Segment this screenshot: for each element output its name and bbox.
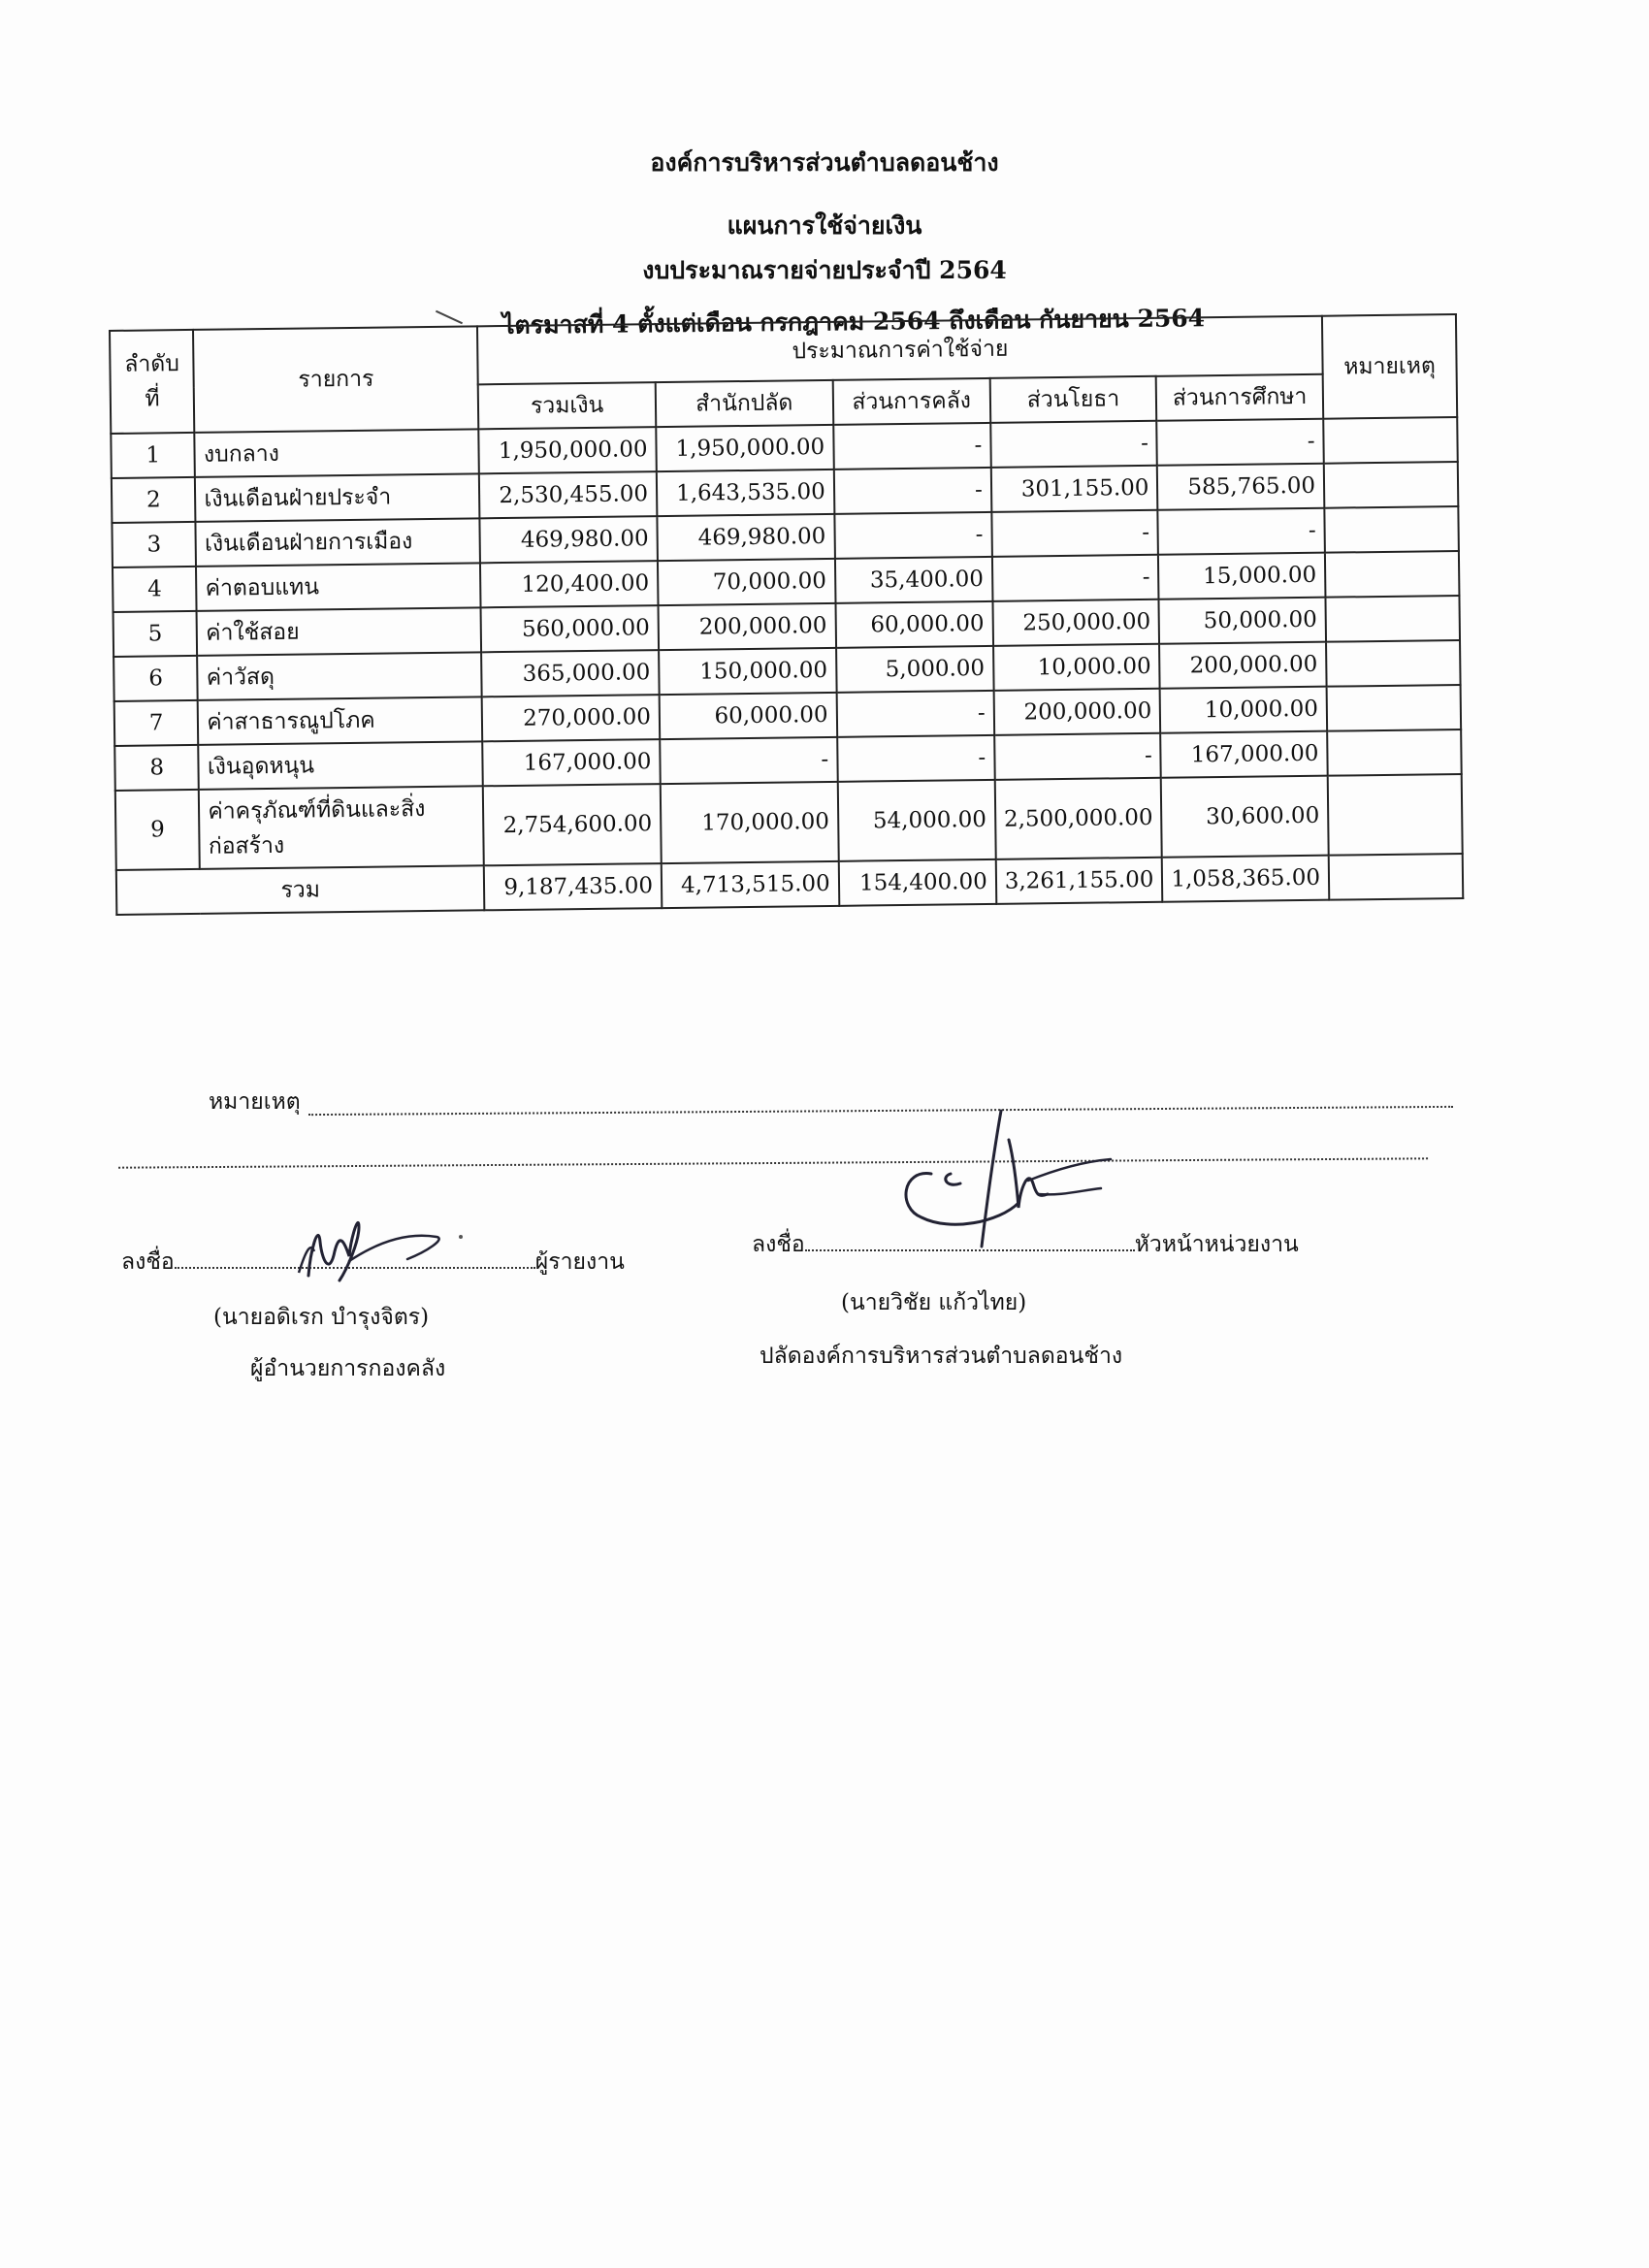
cell-finance: 35,400.00	[835, 557, 993, 603]
cell-note	[1325, 551, 1460, 598]
cell-total: 167,000.00	[482, 739, 660, 786]
cell-office: 469,980.00	[657, 514, 834, 561]
cell-education: 15,000.00	[1158, 553, 1325, 599]
left-handwritten-signature	[291, 1183, 485, 1300]
cell-works: -	[994, 733, 1161, 780]
cell-total: 2,754,600.00	[483, 784, 662, 865]
header-finance: ส่วนการคลัง	[832, 378, 990, 425]
cell-works: 2,500,000.00	[994, 778, 1162, 859]
cell-item: เงินเดือนฝ่ายประจำ	[195, 473, 479, 522]
cell-no: 4	[113, 567, 197, 612]
budget-year-title: งบประมาณรายจ่ายประจำปี 2564	[642, 256, 1007, 284]
cell-works: 250,000.00	[992, 599, 1159, 646]
header-education: ส่วนการศึกษา	[1156, 374, 1323, 421]
cell-note	[1327, 729, 1462, 776]
cell-works: -	[990, 421, 1157, 468]
cell-no: 3	[112, 522, 196, 567]
cell-item: ค่าใช้สอย	[197, 607, 481, 656]
cell-total: 270,000.00	[482, 695, 660, 741]
cell-office: 1,643,535.00	[657, 470, 834, 516]
cell-office: 1,950,000.00	[656, 425, 833, 471]
cell-finance: -	[833, 468, 991, 514]
header-works: ส่วนโยธา	[989, 376, 1156, 423]
cell-education: 50,000.00	[1159, 598, 1326, 644]
total-finance: 154,400.00	[838, 859, 996, 906]
left-sign-prefix: ลงชื่อ	[121, 1249, 175, 1275]
cell-total: 560,000.00	[481, 605, 659, 652]
total-education: 1,058,365.00	[1162, 856, 1329, 902]
cell-finance: -	[833, 423, 991, 470]
cell-no: 8	[114, 745, 199, 791]
tick-mark	[436, 310, 463, 324]
cell-no: 9	[115, 790, 200, 870]
remarks-label: หมายเหตุ	[209, 1089, 301, 1115]
cell-finance: 5,000.00	[836, 646, 994, 693]
cell-total: 365,000.00	[481, 650, 659, 697]
total-office: 4,713,515.00	[662, 861, 839, 908]
header-group: ประมาณการค่าใช้จ่าย	[477, 316, 1322, 385]
cell-item: ค่าสาธารณูปโภค	[198, 697, 482, 745]
cell-total: 469,980.00	[480, 516, 658, 563]
left-signer-name: (นายอดิเรก บำรุงจิตร)	[213, 1305, 430, 1330]
header-office: สำนักปลัด	[656, 380, 833, 427]
cell-no: 1	[111, 433, 195, 478]
cell-item: เงินเดือนฝ่ายการเมือง	[196, 518, 480, 567]
cell-finance: 60,000.00	[835, 601, 993, 648]
cell-works: 10,000.00	[993, 644, 1160, 691]
right-sign-role: หัวหน้าหน่วยงาน	[1134, 1232, 1299, 1257]
total-note	[1329, 854, 1464, 900]
cell-no: 7	[114, 700, 199, 746]
cell-education: -	[1157, 419, 1324, 466]
total-works: 3,261,155.00	[995, 858, 1162, 904]
cell-no: 6	[113, 656, 198, 701]
cell-office: 170,000.00	[661, 782, 839, 863]
cell-education: 30,600.00	[1161, 776, 1329, 858]
total-label: รวม	[116, 865, 485, 915]
cell-note	[1324, 506, 1459, 553]
cell-item: ค่าตอบแทน	[196, 563, 480, 611]
cell-office: 60,000.00	[660, 693, 837, 739]
cell-works: 200,000.00	[993, 689, 1160, 735]
cell-office: 70,000.00	[658, 559, 835, 605]
right-signer-position: ปลัดองค์การบริหารส่วนตำบลดอนช้าง	[760, 1344, 1123, 1369]
right-sign-prefix: ลงชื่อ	[752, 1232, 805, 1257]
cell-item: ค่าครุภัณฑ์ที่ดินและสิ่งก่อสร้าง	[199, 786, 484, 869]
remarks-line-2	[118, 1132, 1428, 1168]
cell-finance: -	[834, 512, 992, 559]
header-item: รายการ	[193, 326, 478, 433]
cell-no: 2	[112, 477, 196, 523]
org-title: องค์การบริหารส่วนตำบลดอนช้าง	[650, 148, 999, 177]
total-total: 9,187,435.00	[484, 863, 662, 910]
cell-education: 167,000.00	[1161, 731, 1328, 778]
cell-finance: -	[837, 735, 995, 782]
right-handwritten-signature	[892, 1101, 1145, 1256]
cell-note	[1323, 417, 1458, 464]
cell-note	[1325, 596, 1460, 642]
cell-total: 2,530,455.00	[479, 471, 657, 518]
cell-item: เงินอุดหนุน	[199, 741, 483, 790]
cell-item: งบกลาง	[195, 429, 479, 477]
header-note: หมายเหตุ	[1322, 314, 1457, 419]
cell-finance: 54,000.00	[837, 780, 995, 861]
cell-no: 5	[113, 611, 198, 657]
cell-office: 200,000.00	[658, 603, 835, 650]
cell-note	[1328, 774, 1463, 856]
cell-finance: -	[836, 691, 994, 737]
cell-works: -	[992, 555, 1159, 601]
cell-total: 120,400.00	[480, 561, 658, 607]
cell-education: -	[1158, 508, 1325, 555]
period-title: ไตรมาสที่ 4 ตั้งแต่เดือน กรกฎาคม 2564 ถึงเดือน กันยายน 2564	[501, 304, 1206, 340]
cell-total: 1,950,000.00	[479, 427, 657, 473]
cell-works: 301,155.00	[991, 466, 1158, 512]
table-body	[111, 417, 1463, 915]
cell-note	[1327, 685, 1462, 731]
cell-education: 10,000.00	[1160, 687, 1327, 733]
cell-office: 150,000.00	[659, 648, 836, 695]
remarks-line-1	[308, 1081, 1453, 1116]
right-signer-name: (นายวิชัย แก้วไทย)	[841, 1290, 1027, 1315]
cell-education: 200,000.00	[1159, 642, 1326, 689]
cell-note	[1326, 640, 1461, 687]
budget-table	[109, 313, 1464, 916]
header-total: รวมเงิน	[478, 382, 656, 429]
cell-education: 585,765.00	[1157, 464, 1324, 510]
cell-note	[1324, 462, 1459, 508]
plan-title: แผนการใช้จ่ายเงิน	[727, 211, 922, 240]
cell-works: -	[991, 510, 1158, 557]
left-sign-role: ผู้รายงาน	[534, 1249, 625, 1275]
header-no: ลำดับที่	[110, 330, 195, 434]
left-signer-position: ผู้อำนวยการกองคลัง	[250, 1356, 446, 1381]
cell-item: ค่าวัสดุ	[197, 652, 481, 700]
cell-office: -	[660, 737, 837, 784]
